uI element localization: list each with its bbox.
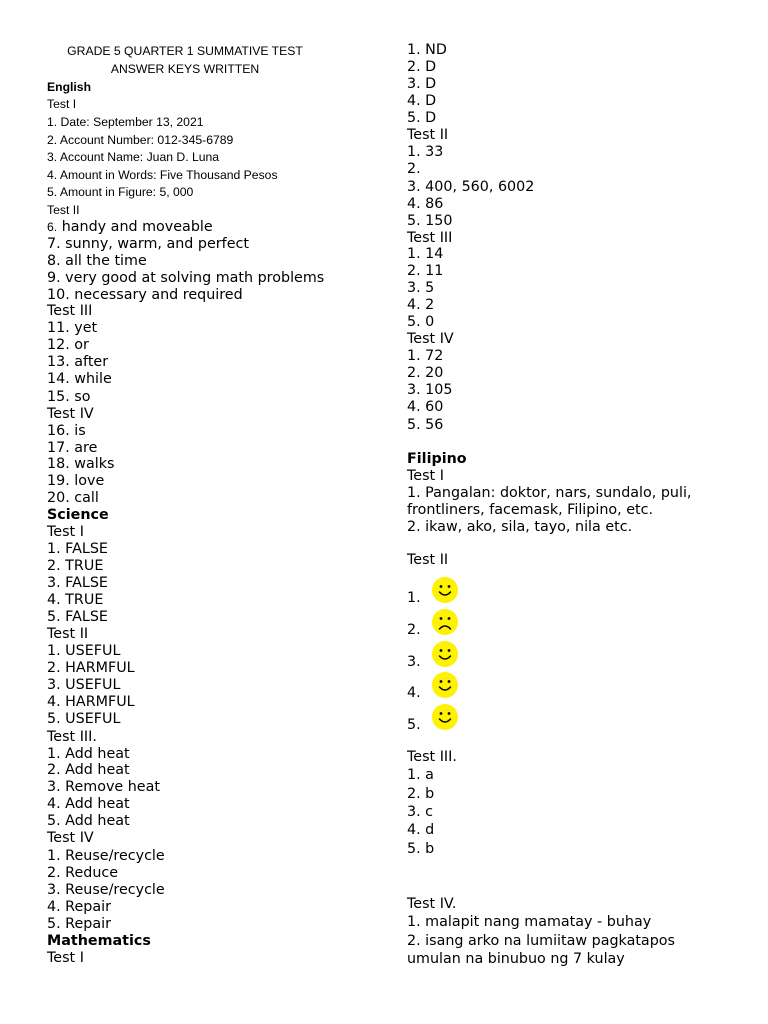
answer-line: 5. Amount in Figure: 5, 000 xyxy=(47,185,194,199)
answer-line: 5. 56 xyxy=(407,417,444,433)
test-heading: Test II xyxy=(47,626,89,642)
answer-line: 15. so xyxy=(47,389,91,405)
test-heading: Test II xyxy=(47,203,80,217)
answer-line: 4. 2 xyxy=(407,297,435,313)
answer-line: 4. TRUE xyxy=(47,592,104,608)
answer-line: 2. HARMFUL xyxy=(47,660,135,676)
answer-line: 20. call xyxy=(47,490,99,506)
answer-line: 17. are xyxy=(47,440,98,456)
answer-line: 7. sunny, warm, and perfect xyxy=(47,236,249,252)
answer-line: 4. 86 xyxy=(407,196,444,212)
answer-line: 2. 11 xyxy=(407,263,444,279)
test-heading: Test I xyxy=(47,97,77,111)
mathematics-heading: Mathematics xyxy=(47,933,151,949)
answer-line: 3. Reuse/recycle xyxy=(47,882,165,898)
test-heading: Test I xyxy=(47,524,84,540)
smiley-happy-icon xyxy=(431,671,459,699)
answer-line: 16. is xyxy=(47,423,86,439)
answer-line: 9. very good at solving math problems xyxy=(47,270,325,286)
answer-line: 5. USEFUL xyxy=(47,711,121,727)
answer-line: 1. a xyxy=(407,767,434,783)
answer-line: 1. Reuse/recycle xyxy=(47,848,165,864)
smiley-happy-icon xyxy=(431,640,459,668)
answer-line: 1. 72 xyxy=(407,348,444,364)
answer-line: 1. Add heat xyxy=(47,746,130,762)
answer-line: 3. 105 xyxy=(407,382,453,398)
answer-line: 5. Add heat xyxy=(47,813,130,829)
answer-line: 18. walks xyxy=(47,456,115,472)
answer-line: 1. Pangalan: doktor, nars, sundalo, puli, xyxy=(407,485,692,501)
answer-line: 1. USEFUL xyxy=(47,643,121,659)
answer-line: 11. yet xyxy=(47,320,98,336)
answer-line: 4. d xyxy=(407,822,435,838)
answer-line: 3. c xyxy=(407,804,434,820)
test-heading: Test II xyxy=(407,552,449,568)
answer-line: 2. Account Number: 012-345-6789 xyxy=(47,133,234,147)
smiley-happy-icon xyxy=(431,703,459,731)
answer-line xyxy=(47,219,213,235)
test-heading: Test IV xyxy=(47,830,94,846)
answer-line: 1. 14 xyxy=(407,246,444,262)
answer-line: 3. FALSE xyxy=(47,575,108,591)
answer-line: 2. 20 xyxy=(407,365,444,381)
answer-line: 4. 60 xyxy=(407,399,444,415)
answer-text: handy and moveable xyxy=(57,219,213,235)
answer-line: 5. b xyxy=(407,841,435,857)
answer-line: 4. D xyxy=(407,93,437,109)
answer-line: 2. Add heat xyxy=(47,762,130,778)
answer-line: 5. 150 xyxy=(407,213,453,229)
answer-line: 1. malapit nang mamatay - buhay xyxy=(407,914,652,930)
answer-line: 10. necessary and required xyxy=(47,287,243,303)
answer-number: 6. xyxy=(47,220,58,234)
answer-line: 3. USEFUL xyxy=(47,677,121,693)
test-heading: Test IV xyxy=(47,406,94,422)
smiley-happy-icon xyxy=(431,576,459,604)
test-heading: Test III. xyxy=(407,749,457,765)
answer-line: 3. 400, 560, 6002 xyxy=(407,179,535,195)
answer-line: 1. 33 xyxy=(407,144,444,160)
answer-number: 5. xyxy=(407,717,421,733)
answer-line: 13. after xyxy=(47,354,109,370)
answer-line: 2. ikaw, ako, sila, tayo, nila etc. xyxy=(407,519,633,535)
answer-line: 12. or xyxy=(47,337,89,353)
answer-number: 1. xyxy=(407,590,421,606)
answer-line: 5. Repair xyxy=(47,916,111,932)
answer-line: frontliners, facemask, Filipino, etc. xyxy=(407,502,654,518)
test-heading: Test IV xyxy=(407,331,454,347)
answer-line: 3. D xyxy=(407,76,437,92)
test-heading: Test III. xyxy=(47,729,97,745)
test-heading: Test I xyxy=(407,468,444,484)
document-subtitle: ANSWER KEYS WRITTEN xyxy=(110,62,260,76)
answer-line: 1. Date: September 13, 2021 xyxy=(47,115,204,129)
answer-line: 1. FALSE xyxy=(47,541,108,557)
answer-line: 2. D xyxy=(407,59,437,75)
answer-line: umulan na binubuo ng 7 kulay xyxy=(407,951,625,967)
answer-line: 4. Repair xyxy=(47,899,111,915)
filipino-heading: Filipino xyxy=(407,451,467,467)
test-heading: Test II xyxy=(407,127,449,143)
science-heading: Science xyxy=(47,507,109,523)
answer-line: 19. love xyxy=(47,473,105,489)
answer-line: 8. all the time xyxy=(47,253,147,269)
answer-line: 2. xyxy=(407,161,421,177)
test-heading: Test III xyxy=(407,230,453,246)
answer-line: 5. FALSE xyxy=(47,609,108,625)
answer-line: 3. 5 xyxy=(407,280,435,296)
answer-line: 3. Remove heat xyxy=(47,779,160,795)
test-heading: Test I xyxy=(47,950,84,966)
test-heading: Test III xyxy=(47,303,93,319)
answer-line: 4. HARMFUL xyxy=(47,694,135,710)
answer-number: 2. xyxy=(407,622,421,638)
answer-line: 2. TRUE xyxy=(47,558,104,574)
answer-number: 4. xyxy=(407,685,421,701)
smiley-sad-icon xyxy=(431,608,459,636)
answer-line: 5. D xyxy=(407,110,437,126)
answer-line: 4. Amount in Words: Five Thousand Pesos xyxy=(47,168,278,182)
answer-line: 4. Add heat xyxy=(47,796,130,812)
answer-line: 5. 0 xyxy=(407,314,435,330)
answer-line: 2. Reduce xyxy=(47,865,119,881)
answer-line: 1. ND xyxy=(407,42,447,58)
answer-line: 3. Account Name: Juan D. Luna xyxy=(47,150,220,164)
english-heading: English xyxy=(47,80,92,94)
answer-line: 14. while xyxy=(47,371,112,387)
smiley-answer-row xyxy=(407,711,459,739)
answer-line: 2. b xyxy=(407,786,435,802)
answer-number: 3. xyxy=(407,654,421,670)
answer-line: 2. isang arko na lumiitaw pagkatapos xyxy=(407,933,675,949)
document-title: GRADE 5 QUARTER 1 SUMMATIVE TEST xyxy=(67,44,303,58)
test-heading: Test IV. xyxy=(407,896,457,912)
